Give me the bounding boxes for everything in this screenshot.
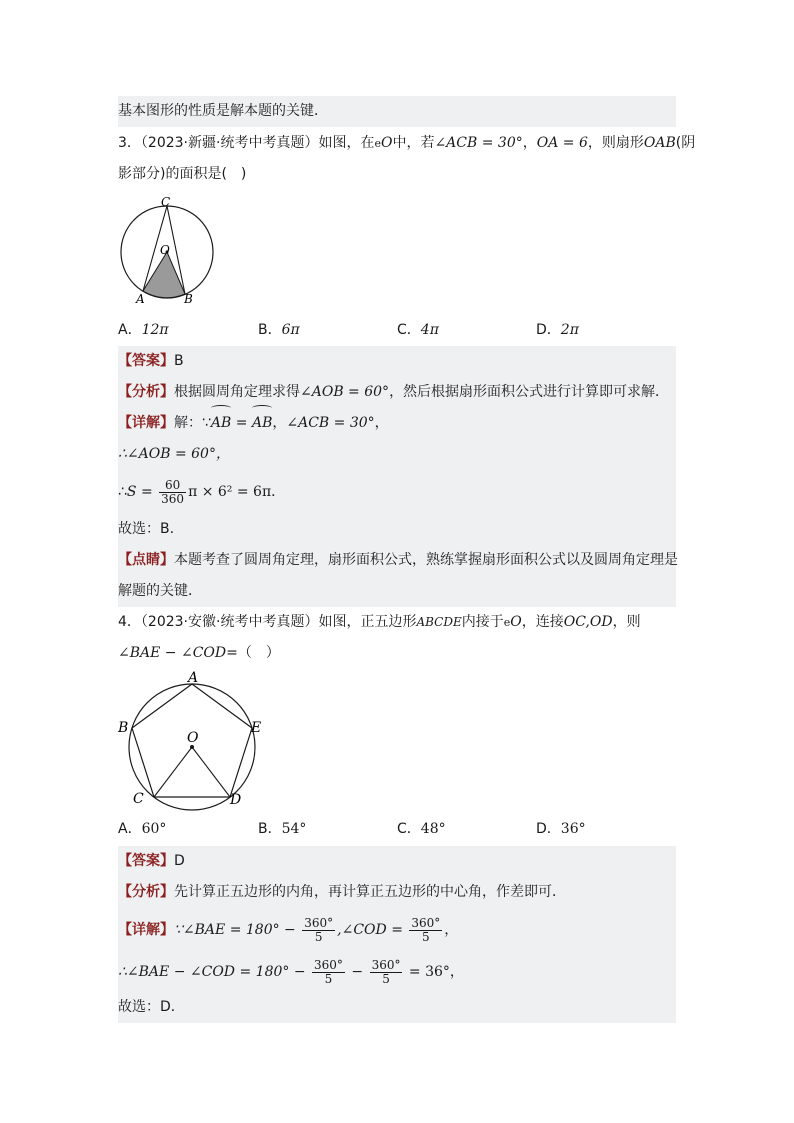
formula-line <box>118 470 676 514</box>
question-source: （2023·安徽·统考中考真题） <box>140 614 319 630</box>
option-value: 4π <box>420 322 439 338</box>
analysis-line <box>118 377 676 408</box>
step-line <box>118 439 676 470</box>
label-b: B <box>118 720 129 736</box>
detail-math: ∠ACB = 30° <box>286 415 375 431</box>
comment-text: 本题考查了圆周角定理，扇形面积公式，熟练掌握扇形面积公式以及圆周角定理是 <box>174 552 678 568</box>
step-math: ∴∠AOB = 60°， <box>118 446 230 462</box>
label-b: B <box>184 292 193 306</box>
label-o: O <box>187 730 199 746</box>
option-value: 6π <box>281 322 300 338</box>
numerator: 60 <box>159 479 186 493</box>
analysis-text: 根据圆周角定理求得 <box>174 384 300 400</box>
analysis-text: 先计算正五边形的内角，再计算正五边形的中心角，作差即可． <box>174 884 566 900</box>
answer-tag: 【答案】 <box>118 353 174 369</box>
option-c[interactable] <box>397 817 446 841</box>
answer-value: B <box>174 353 184 369</box>
analysis-text: ，然后根据扇形面积公式进行计算即可求解． <box>389 384 670 400</box>
analysis-math: ∠AOB = 60° <box>300 384 390 400</box>
option-a[interactable] <box>118 318 169 342</box>
question-3-stem <box>118 128 696 159</box>
label-e: E <box>251 720 262 736</box>
option-letter: D． <box>536 821 561 837</box>
option-b[interactable] <box>258 817 306 841</box>
denominator: 5 <box>324 971 333 986</box>
circle-name: O <box>380 135 393 151</box>
fraction <box>370 959 403 986</box>
detail-math: ,∠COD = <box>337 922 408 938</box>
pentagon-name: ABCDE <box>416 615 462 629</box>
stem-text: ，连接 <box>521 614 564 630</box>
condition-angle: ∠ACB = 30° <box>434 135 523 151</box>
question-3-stem-line2 <box>118 159 676 190</box>
comment-line-2 <box>118 576 676 607</box>
segments: OC,OD <box>563 614 613 630</box>
stem-text: ，则扇形 <box>587 135 644 151</box>
label-a: A <box>188 670 199 686</box>
comment-line <box>118 545 676 576</box>
segment-oc <box>154 747 192 797</box>
label-a: A <box>136 292 145 306</box>
segment-od <box>192 747 230 797</box>
denominator: 5 <box>314 929 323 944</box>
sector-name: OAB <box>643 135 676 151</box>
step-line <box>118 952 676 992</box>
label-d: D <box>230 792 242 808</box>
text-line <box>118 96 676 127</box>
option-value: 48° <box>420 821 446 837</box>
option-b[interactable] <box>258 318 300 342</box>
choose-line <box>118 514 676 545</box>
label-c: C <box>133 791 144 807</box>
step-result: = 36°， <box>404 964 464 980</box>
detail-math: ∵∠BAE = 180° − <box>174 922 301 938</box>
formula-rest: π × 6² = 6π． <box>188 484 286 500</box>
question-number: 4． <box>118 614 141 630</box>
fraction <box>409 917 442 944</box>
stem-text: =（ ） <box>226 645 280 661</box>
option-letter: A． <box>118 322 142 338</box>
stem-math: ∠BAE − ∠COD <box>118 645 227 661</box>
denominator: 360 <box>161 491 185 506</box>
condition-length: OA = 6 <box>536 135 588 151</box>
minus-sign: − <box>346 964 368 980</box>
therefore-symbol: ∴ <box>118 484 127 500</box>
option-letter: C． <box>397 322 421 338</box>
step-math: ∴∠BAE − ∠COD = 180° − <box>118 964 311 980</box>
answer-value: D <box>174 853 185 869</box>
option-value: 54° <box>281 821 307 837</box>
option-letter: C． <box>397 821 421 837</box>
continuation-text: 基本图形的性质是解本题的关键． <box>118 103 328 119</box>
fraction <box>159 479 186 506</box>
question-number: 3． <box>118 135 141 151</box>
circle-sector-figure <box>114 194 224 306</box>
option-value: 12π <box>141 322 169 338</box>
option-letter: B． <box>258 821 282 837</box>
fraction <box>302 917 335 944</box>
option-value: 2π <box>560 322 579 338</box>
detail-tag: 【详解】 <box>118 922 174 938</box>
numerator: 360° <box>304 915 334 930</box>
stem-text: ，则 <box>612 614 641 630</box>
separator: ， <box>374 415 389 431</box>
option-letter: B． <box>258 322 282 338</box>
option-d[interactable] <box>536 318 579 342</box>
answer-line <box>118 346 676 377</box>
option-letter: D． <box>536 322 561 338</box>
detail-tag: 【详解】 <box>118 415 174 431</box>
detail-line <box>118 908 676 952</box>
choose-text: 故选：D． <box>118 999 185 1015</box>
denominator: 5 <box>382 971 390 986</box>
question-4-stem <box>118 607 676 638</box>
label-o: O <box>160 243 170 257</box>
numerator: 360° <box>314 957 343 972</box>
numerator: 360° <box>411 915 441 930</box>
shaded-sector <box>143 252 185 298</box>
arc-symbol: AB <box>252 408 272 439</box>
analysis-tag: 【分析】 <box>118 384 174 400</box>
choose-text: 故选：B. <box>118 521 175 537</box>
circle-symbol: e <box>374 137 381 150</box>
separator: ， <box>522 135 537 151</box>
comment-tag: 【点睛】 <box>118 552 174 568</box>
option-d[interactable] <box>536 817 586 841</box>
option-c[interactable] <box>397 318 439 342</box>
circle-name: O <box>510 614 522 630</box>
separator: ， <box>272 415 287 431</box>
label-c: C <box>161 195 171 209</box>
arc-symbol: AB <box>211 408 231 439</box>
stem-text: 影部分)的面积是( ) <box>118 166 247 182</box>
stem-text: (阴 <box>675 135 696 151</box>
equals-sign: = <box>136 484 158 500</box>
question-source: （2023·新疆·统考中考真题） <box>140 135 319 151</box>
denominator: 5 <box>422 929 430 944</box>
stem-text: 中，若 <box>392 135 435 151</box>
equals-sign: = <box>231 415 252 431</box>
analysis-tag: 【分析】 <box>118 884 174 900</box>
answer-tag: 【答案】 <box>118 853 174 869</box>
analysis-line <box>118 877 676 908</box>
detail-line <box>118 408 676 439</box>
numerator: 360° <box>371 957 401 972</box>
stem-text: 内接于 <box>461 614 504 630</box>
stem-text: 如图，正五边形 <box>318 614 417 630</box>
area-symbol: S <box>126 484 137 500</box>
option-value: 60° <box>141 821 167 837</box>
question-4-stem-line2 <box>118 638 676 669</box>
choose-line <box>118 992 676 1023</box>
comment-text: 解题的关键． <box>118 583 202 599</box>
fraction <box>312 959 345 986</box>
detail-text: 解：∵ <box>174 415 211 431</box>
option-value: 36° <box>560 821 586 837</box>
stem-text: 如图，在 <box>318 135 375 151</box>
option-letter: A． <box>118 821 142 837</box>
option-a[interactable] <box>118 817 166 841</box>
answer-line <box>118 846 676 877</box>
separator: ， <box>444 922 459 938</box>
pentagon-figure <box>116 670 276 810</box>
circle-symbol: e <box>503 616 511 629</box>
